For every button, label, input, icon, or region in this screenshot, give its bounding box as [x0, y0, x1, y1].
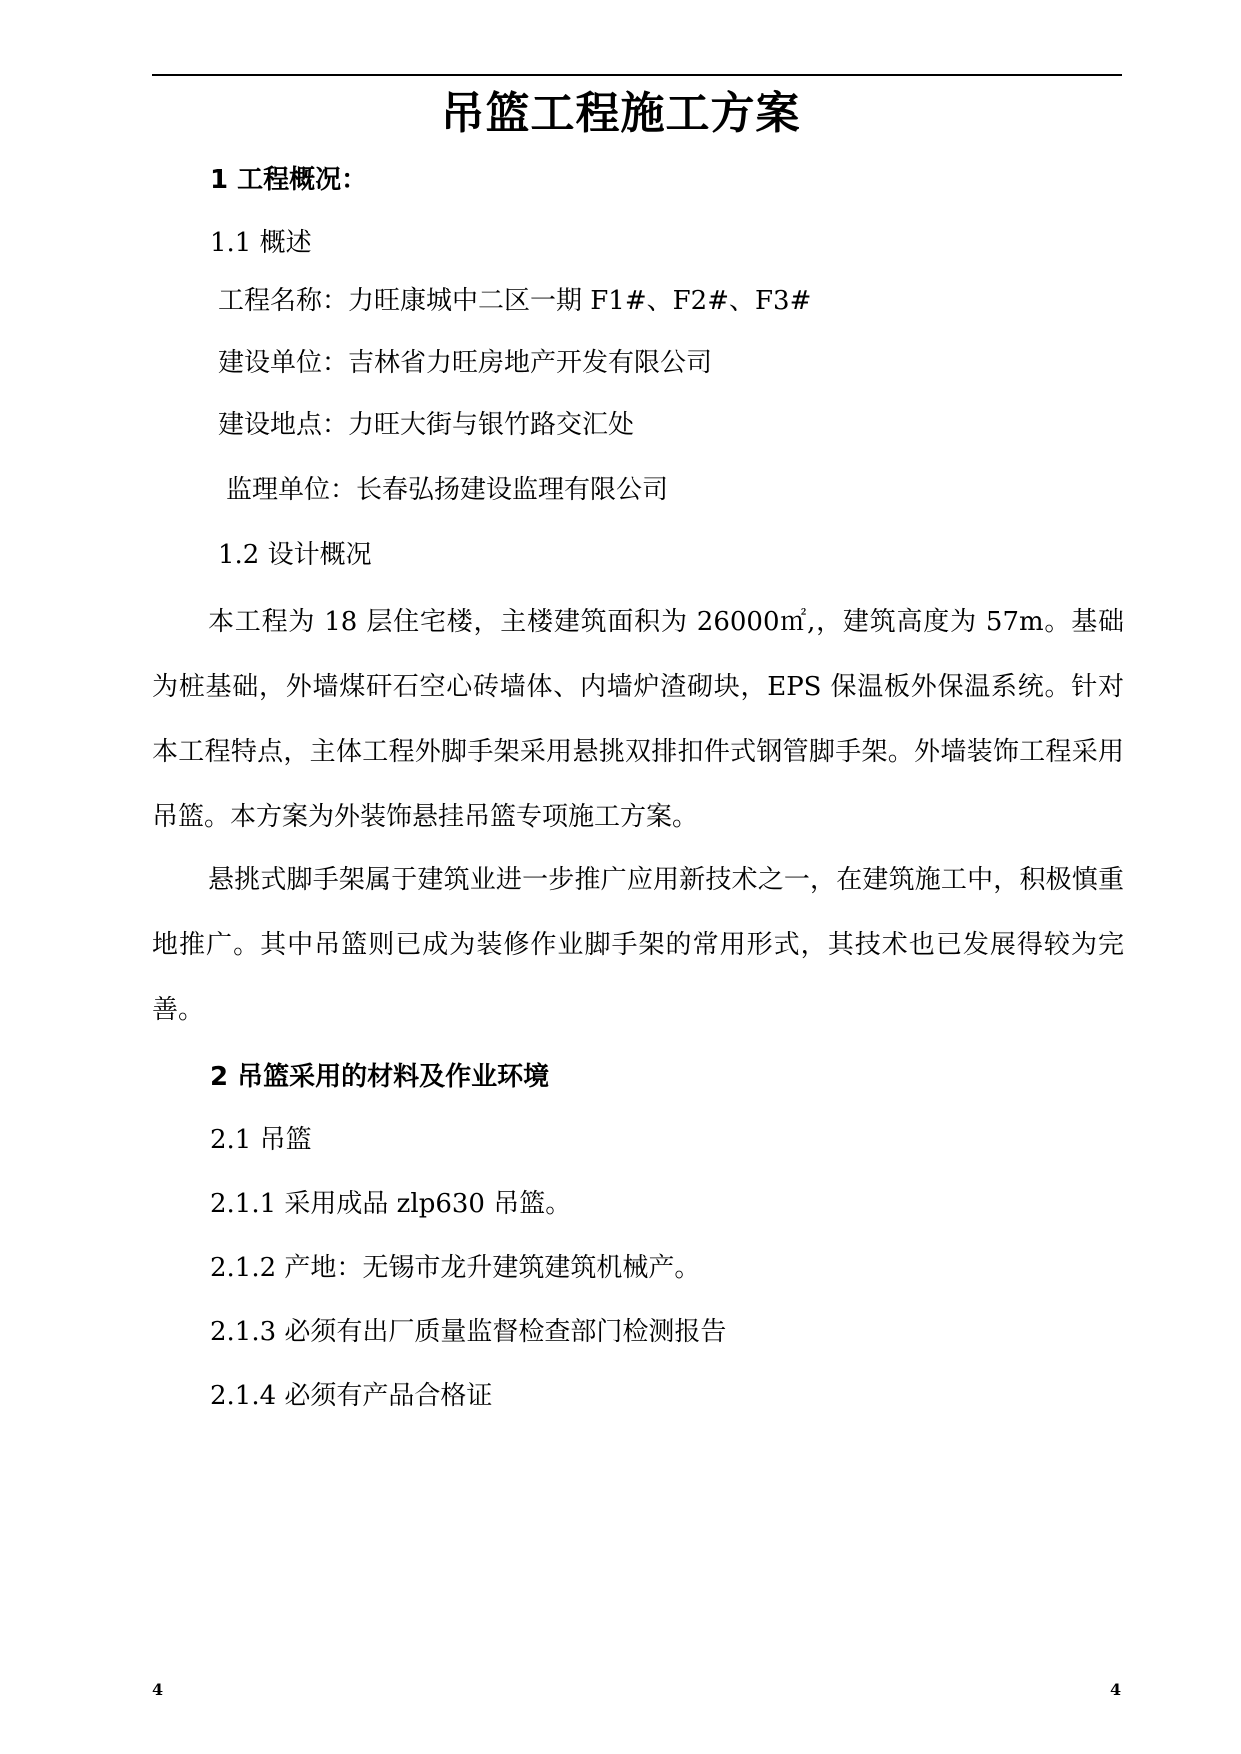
section-2-heading: 2 吊篮采用的材料及作业环境 [210, 1062, 550, 1092]
supervisor-line: 监理单位：长春弘扬建设监理有限公司 [226, 475, 669, 505]
item-2-1-2: 2.1.2 产地：无锡市龙升建筑建筑机械产。 [210, 1253, 701, 1283]
item-2-1-3: 2.1.3 必须有出厂质量监督检查部门检测报告 [210, 1317, 727, 1347]
section-1-heading: 1 工程概况： [210, 165, 368, 195]
page-number-right: 4 [1110, 1680, 1122, 1699]
design-overview-paragraph: 本工程为 18 层住宅楼，主楼建筑面积为 26000㎡,，建筑高度为 57m。基础为桩基础，外墙煤矸石空心砖墙体、内墙炉渣砌块，EPS 保温板外保温系统。针对本工程特点，主体工程外脚手架采用悬挑双排扣件式钢管脚手架。外墙装饰工程采用吊篮。本方案为外装饰悬挂吊篮专项施工方案。 [152, 607, 1124, 832]
header-rule [152, 74, 1122, 76]
item-2-1-4: 2.1.4 必须有产品合格证 [210, 1381, 493, 1411]
section-1-2-heading: 1.2 设计概况 [218, 540, 372, 570]
builder-line: 建设单位：吉林省力旺房地产开发有限公司 [218, 348, 713, 378]
document-title: 吊篮工程施工方案 [440, 88, 801, 139]
location-line: 建设地点：力旺大街与银竹路交汇处 [218, 410, 635, 440]
project-name-line: 工程名称：力旺康城中二区一期 F1#、F2#、F3# [218, 286, 812, 316]
item-2-1-1: 2.1.1 采用成品 zlp630 吊篮。 [210, 1189, 572, 1219]
scaffold-paragraph: 悬挑式脚手架属于建筑业进一步推广应用新技术之一，在建筑施工中，积极慎重地推广。其中吊篮则已成为装修作业脚手架的常用形式，其技术也已发展得较为完善。 [152, 865, 1124, 1025]
section-1-1-heading: 1.1 概述 [210, 228, 312, 258]
section-2-1-heading: 2.1 吊篮 [210, 1125, 312, 1155]
page-number-left: 4 [152, 1680, 164, 1699]
